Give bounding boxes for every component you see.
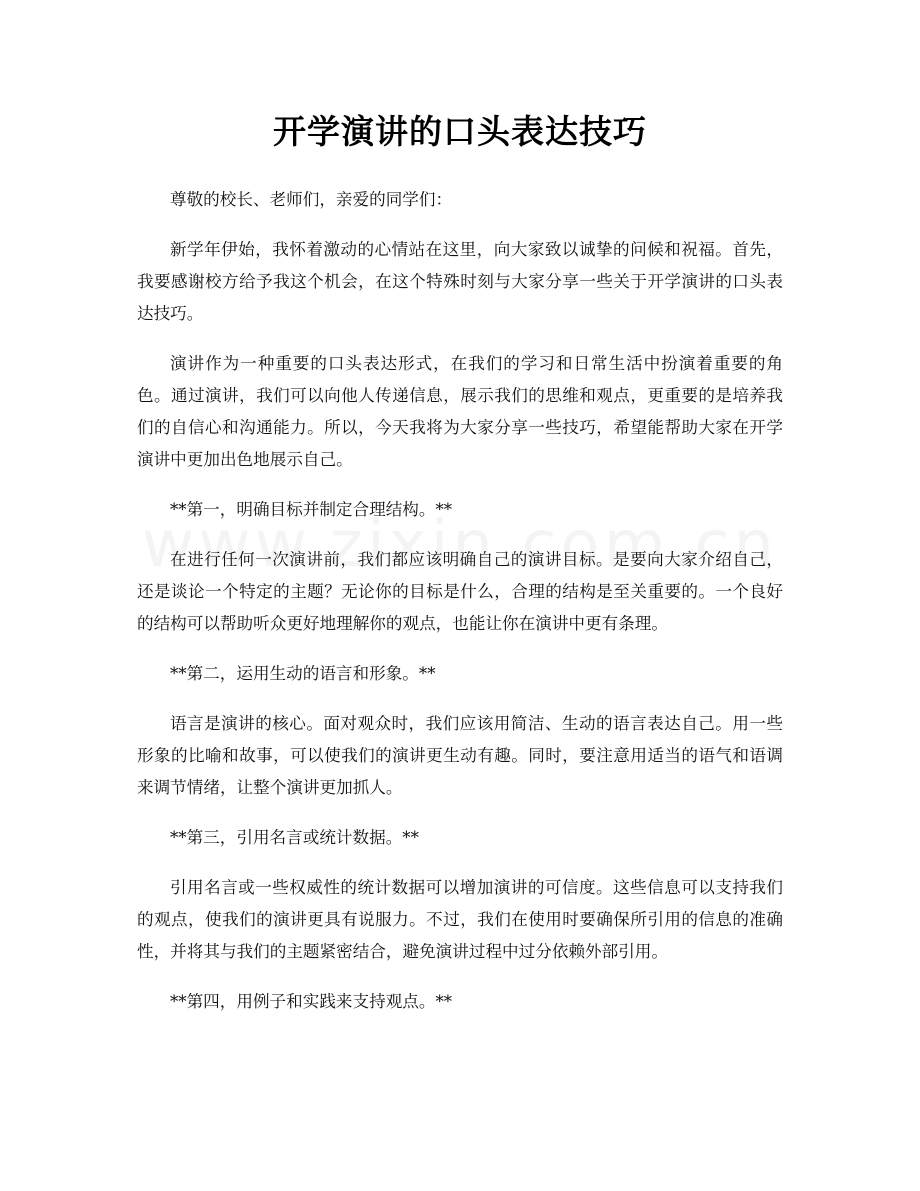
section-heading-3: **第三，引用名言或统计数据。** (170, 828, 419, 847)
section-heading-4: **第四，用例子和实践来支持观点。** (170, 992, 453, 1011)
body-paragraph: 引用名言或一些权威性的统计数据可以增加演讲的可信度。这些信息可以支持我们的观点，使我们的演讲更具有说服力。不过，我们在使用时要确保所引用的信息的准确性，并将其与我们的主题紧密结合，避免演讲过程中过分依赖外部引用。 (137, 878, 783, 961)
document-title: 开学演讲的口头表达技巧 (273, 112, 647, 151)
body-paragraph: 语言是演讲的核心。面对观众时，我们应该用简洁、生动的语言表达自己。用一些形象的比喻和故事，可以使我们的演讲更生动有趣。同时，要注意用适当的语气和语调来调节情绪，让整个演讲更加抓人。 (137, 714, 783, 797)
body-paragraph: 新学年伊始，我怀着激动的心情站在这里，向大家致以诚挚的问候和祝福。首先，我要感谢校方给予我这个机会，在这个特殊时刻与大家分享一些关于开学演讲的口头表达技巧。 (137, 240, 783, 323)
section-heading-1: **第一，明确目标并制定合理结构。** (170, 500, 453, 519)
body-paragraph: 在进行任何一次演讲前，我们都应该明确自己的演讲目标。是要向大家介绍自己，还是谈论一个特定的主题？无论你的目标是什么，合理的结构是至关重要的。一个良好的结构可以帮助听众更好地理解你的观点，也能让你在演讲中更有条理。 (137, 550, 783, 633)
greeting-paragraph: 尊敬的校长、老师们，亲爱的同学们： (170, 190, 453, 209)
body-paragraph: 演讲作为一种重要的口头表达形式，在我们的学习和日常生活中扮演着重要的角色。通过演讲，我们可以向他人传递信息，展示我们的思维和观点，更重要的是培养我们的自信心和沟通能力。所以，今天我将为大家分享一些技巧，希望能帮助大家在开学演讲中更加出色地展示自己。 (137, 354, 783, 469)
document-body (137, 184, 783, 1036)
section-heading-2: **第二，运用生动的语言和形象。** (170, 664, 436, 683)
